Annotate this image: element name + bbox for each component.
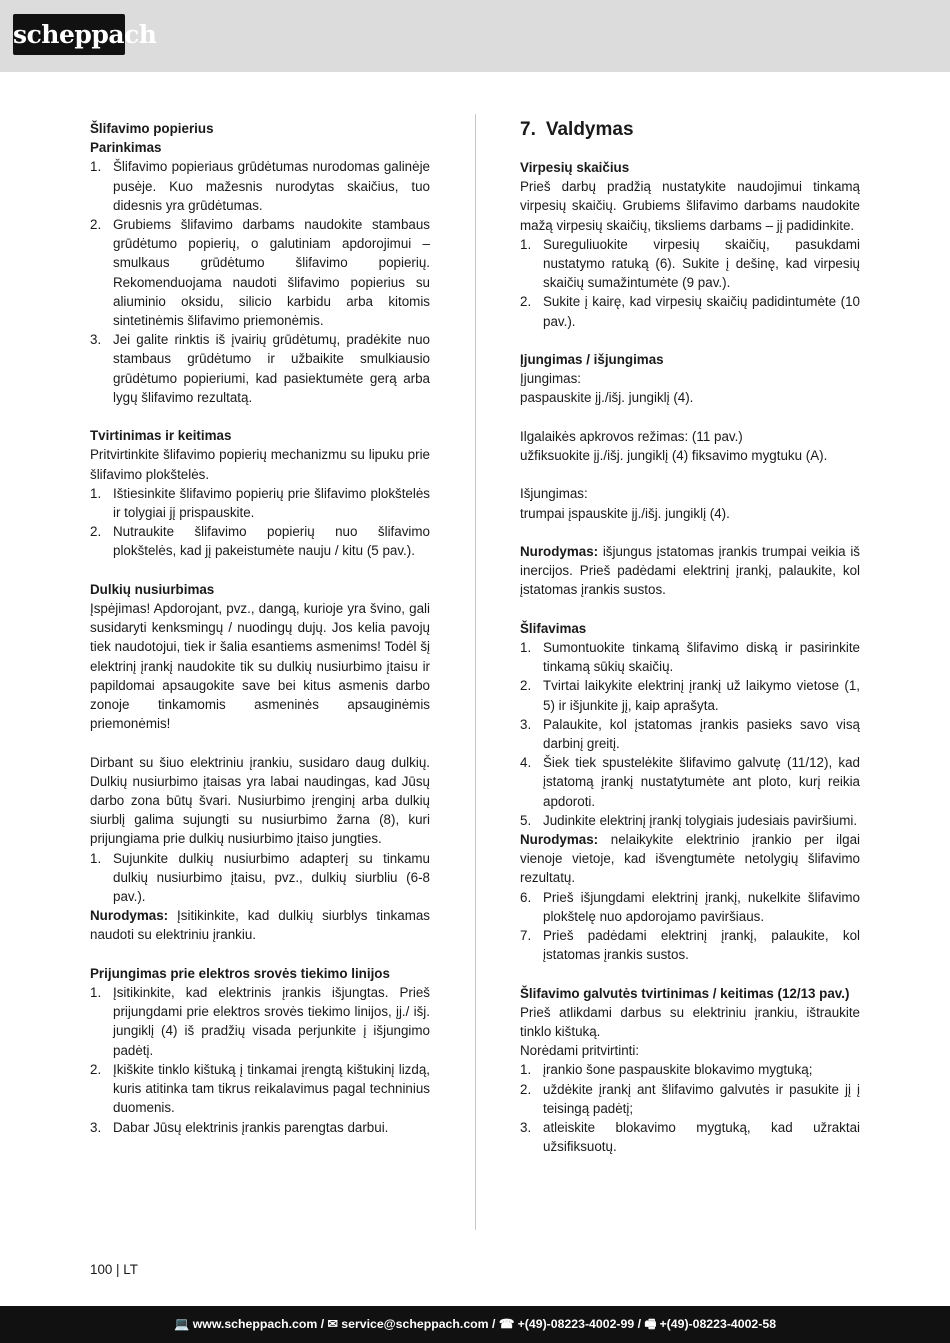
- paragraph: Prieš atlikdami darbus su elektriniu įrankiu, ištraukite tinklo kištuką.: [520, 1004, 860, 1040]
- website-text: www.scheppach.com /: [192, 1317, 325, 1331]
- paragraph: Pritvirtinkite šlifavimo popierių mechanizmu su lipuku prie šlifavimo plokštelės.: [90, 447, 430, 482]
- paragraph: užfiksuokite įj./išj. jungiklį (4) fiksavimo mygtuku (A).: [520, 448, 828, 464]
- list-item: 1. Ištiesinkite šlifavimo popierių prie šlifavimo plokštelės ir tolygiai jį prispauskite.: [90, 485, 430, 521]
- paragraph: Įjungimas:: [520, 371, 582, 387]
- list-item: 1. Šlifavimo popieriaus grūdėtumas nurodomas galinėje pusėje. Kuo mažesnis nurodytas skaičius, tuo didesnis yra grūdėtumas.: [90, 159, 430, 213]
- warning-paragraph: Įspėjimas! Apdorojant, pvz., dangą, kurioje yra švino, gali susidaryti kenksmingų / nuodingų dujų. Jos kelia pavojų tiek naudotojui, tiek ir šalia esantiems asmenims! Todėl šį elektrinį įrankį naudokite tik su dulkių nusiurbimo įtaisu ir papildomai apsaugokite save bei kitus asmenis darbo zonoje tinkamomis asmeninės apsauginėmis priemonėmis!: [90, 601, 430, 732]
- list-item: 3. Dabar Jūsų elektrinis įrankis parengtas darbui.: [90, 1119, 389, 1135]
- paragraph: Dirbant su šiuo elektriniu įrankiu, susidaro daug dulkių. Dulkių nusiurbimo įtaisas yra labai naudingas, kad Jūsų darbo zona būtų švari. Nusiurbimo įrenginį arba dulkių siurblį galima sujungti su nusiurbimo žarna (8), kuri prijungiama prie dulkių nusiurbimo įtaiso jungties.: [90, 754, 430, 847]
- list-item: 3. Jei galite rinktis iš įvairių grūdėtumų, pradėkite nuo stambaus grūdėtumo ir užbaikite smulkiausio grūdėtumo popieriumi, kad pasiektumėte gerą arba lygų šlifavimo rezultatą.: [90, 332, 430, 405]
- list-item: 5. Judinkite elektrinį įrankį tolygiais judesiais paviršiumi.: [520, 812, 858, 828]
- list-item: 1. Įsitikinkite, kad elektrinis įrankis išjungtas. Prieš prijungdami prie elektros srovės tiekimo linijos, įj./ išj. jungiklį (4) iš pradžių visada perjunkite į išjungimo padėtį.: [90, 985, 430, 1058]
- left-column: [90, 119, 430, 1137]
- subsection-title: Parinkimas: [90, 140, 162, 156]
- list-item: 1. įrankio šone paspauskite blokavimo mygtuką;: [520, 1062, 813, 1078]
- list-item: 1. Sujunkite dulkių nusiurbimo adapterį su tinkamu dulkių nusiurbimo įtaisu, pvz., dulkių siurbliu (6-8 pav.).: [90, 850, 430, 905]
- section-title: Šlifavimo popierius: [90, 121, 214, 136]
- section-title: Įjungimas / išjungimas: [520, 352, 664, 368]
- paragraph: Prieš darbų pradžią nustatykite naudojimui tinkamą virpesių skaičių. Grubiems šlifavimo darbams naudokite mažą virpesių skaičių, tiksliems darbams – jį padidinkite.: [520, 179, 860, 233]
- page-header: [0, 0, 950, 72]
- paragraph: trumpai įspauskite įj./išj. jungiklį (4).: [520, 505, 730, 521]
- phone-icon: ☎: [498, 1317, 515, 1331]
- section-title: Tvirtinimas ir keitimas: [90, 428, 232, 444]
- email-icon: ✉: [327, 1317, 338, 1331]
- paragraph: Ilgalaikės apkrovos režimas: (11 pav.): [520, 428, 743, 444]
- list-item: 2. Tvirtai laikykite elektrinį įrankį už laikymo vietose (1, 5) ir išjunkite jį, kaip aprašyta.: [520, 678, 860, 713]
- section-title: Šlifavimas: [520, 620, 587, 636]
- note-paragraph: Nurodymas: išjungus įstatomas įrankis trumpai veikia iš inercijos. Prieš padėdami elektrinį įrankį, palaukite, kol įstatomas įrankis sustos.: [520, 544, 860, 598]
- section-title: Šlifavimo galvutės tvirtinimas / keitimas (12/13 pav.): [520, 985, 850, 1001]
- list-item: 3. atleiskite blokavimo mygtuką, kad užraktai užsifiksuotų.: [520, 1120, 860, 1155]
- list-item: 1. Sureguliuokite virpesių skaičių, pasukdami nustatymo ratuką (6). Sukite į dešinę, kad virpesių skaičių sumažintumėte (9 pav.).: [520, 236, 860, 291]
- section-title: Virpesių skaičius: [520, 160, 630, 175]
- fax-text: +(49)-08223-4002-58: [659, 1317, 777, 1331]
- note-paragraph: Nurodymas: Įsitikinkite, kad dulkių siurblys tinkamas naudoti su elektriniu įrankiu.: [90, 908, 430, 943]
- page-number: 100 | LT: [90, 1262, 138, 1277]
- list-item: 6. Prieš išjungdami elektrinį įrankį, nukelkite šlifavimo plokštelę nuo apdorojamo paviršiaus.: [520, 889, 860, 924]
- page-footer: [0, 1306, 950, 1343]
- list-item: 2. Įkiškite tinklo kištuką į tinkamai įrengtą kištukinį lizdą, kuris atitinka tam tikrus reikalavimus pagal techninius duomenis.: [90, 1061, 430, 1116]
- note-paragraph: Nurodymas: nelaikykite elektrinio įrankio per ilgai vienoje vietoje, kad išvengtumėte netolygių šlifavimo rezultatų.: [520, 832, 860, 886]
- brand-logo: scheppach: [13, 14, 125, 55]
- list-item: 2. Nutraukite šlifavimo popierių nuo šlifavimo plokštelės, kad jį pakeistumėte nauju / kitu (5 pav.).: [90, 524, 430, 559]
- list-item: 2. Sukite į kairę, kad virpesių skaičių padidintumėte (10 pav.).: [520, 294, 860, 329]
- computer-icon: 💻: [173, 1317, 190, 1331]
- paragraph: paspauskite įj./išj. jungiklį (4).: [520, 390, 694, 406]
- paragraph: Išjungimas:: [520, 486, 588, 502]
- fax-icon: 🖷: [644, 1317, 657, 1331]
- list-item: 7. Prieš padėdami elektrinį įrankį, palaukite, kol įstatomas įrankis sustos.: [520, 928, 860, 963]
- list-item: 3. Palaukite, kol įstatomas įrankis pasieks savo visą darbinį greitį.: [520, 716, 860, 752]
- list-item: 2. Grubiems šlifavimo darbams naudokite stambaus grūdėtumo popierių, o galutiniam apdorojimui – smulkaus grūdėtumo šlifavimo popierių. Rekomenduojama naudoti šlifavimo popierius su aliuminio oksidu, silicio karbidu arba kitomis sintetinėmis šlifavimo priemonėmis.: [90, 217, 430, 329]
- phone-text: +(49)-08223-4002-99 /: [517, 1317, 642, 1331]
- section-title: Prijungimas prie elektros srovės tiekimo linijos: [90, 965, 390, 981]
- section-title: Dulkių nusiurbimas: [90, 581, 215, 597]
- chapter-heading: 7. Valdymas: [520, 119, 634, 140]
- email-text: service@scheppach.com /: [341, 1317, 496, 1331]
- list-item: 4. Šiek tiek spustelėkite šlifavimo galvutę (11/12), kad įstatomą įrankį nustatytumėte ant ploto, kurį reikia apdoroti.: [520, 755, 860, 809]
- list-item: 2. uždėkite įrankį ant šlifavimo galvutės ir pasukite jį į teisingą padėtį;: [520, 1081, 860, 1116]
- paragraph: Norėdami pritvirtinti:: [520, 1043, 640, 1059]
- list-item: 1. Sumontuokite tinkamą šlifavimo diską ir pasirinkite tinkamą sūkių skaičių.: [520, 640, 860, 675]
- right-column: [520, 119, 860, 1156]
- column-divider: [475, 114, 476, 1230]
